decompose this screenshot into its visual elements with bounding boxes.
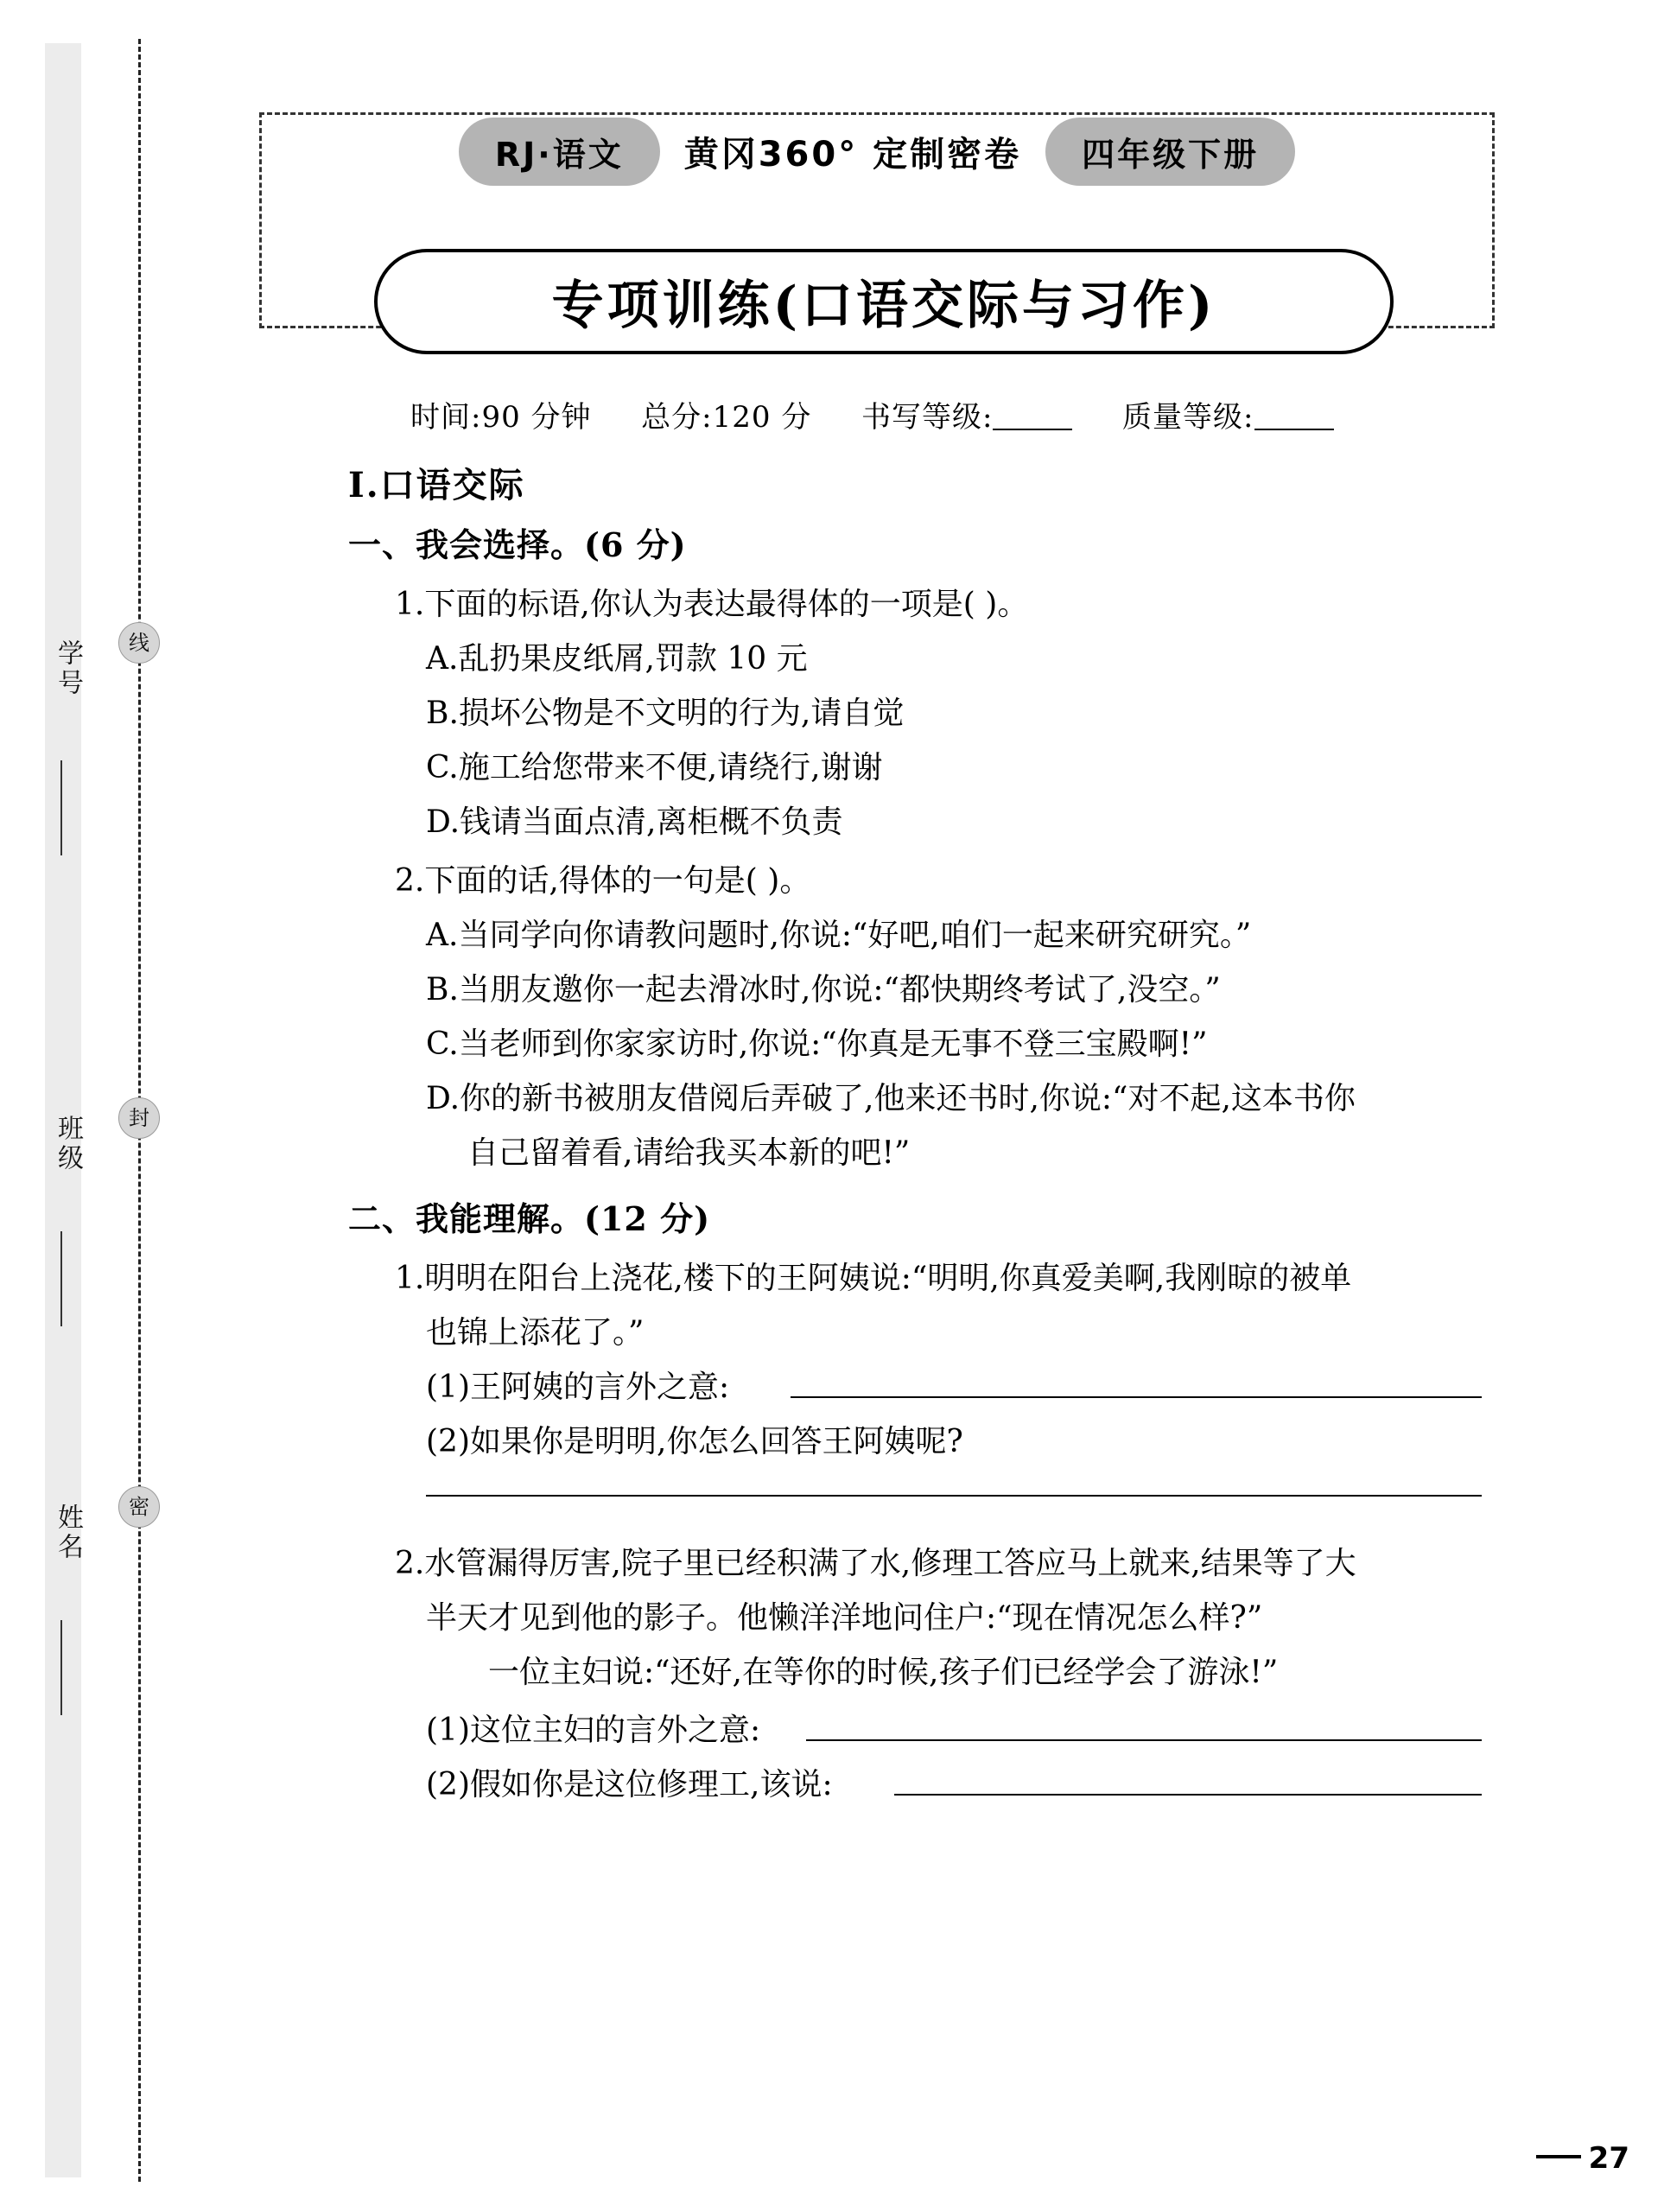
- page-title: [374, 249, 1394, 354]
- total-label: 总分:120 分: [641, 400, 812, 435]
- question-2-2-stem-line3: 一位主妇说:“还好,在等你的时候,孩子们已经学会了游泳!”: [488, 1655, 1279, 1690]
- binding-strip: [0, 0, 151, 2212]
- header-row: [259, 117, 1495, 186]
- field-rule-name: [60, 1620, 62, 1715]
- question-1-1-option-c: C.施工给您带来不便,请绕行,谢谢: [426, 750, 883, 785]
- question-2-2-sub2-label: (2)假如你是这位修理工,该说:: [426, 1767, 833, 1802]
- question-1-2-option-a: A.当同学向你请教问题时,你说:“好吧,咱们一起来研究研究。”: [426, 918, 1252, 953]
- answer-line-2-2-2[interactable]: [894, 1794, 1482, 1796]
- grade-pill: 四年级下册: [1045, 118, 1295, 186]
- question-1-2-stem: 2.下面的话,得体的一句是( )。: [395, 863, 811, 899]
- seal-mark-xian: 线: [118, 622, 160, 664]
- answer-line-2-1-2[interactable]: [426, 1495, 1482, 1497]
- question-1-1-option-d: D.钱请当面点清,离柜概不负责: [426, 804, 843, 840]
- page-title-text: 专项训练(口语交际与习作): [551, 276, 1216, 336]
- question-1-2-option-d-cont: 自己留着看,请给我买本新的吧!”: [467, 1135, 911, 1171]
- question-2-2-stem-line1: 2.水管漏得厉害,院子里已经积满了水,修理工答应马上就来,结果等了大: [395, 1546, 1356, 1581]
- question-2-1-stem-line1: 1.明明在阳台上浇花,楼下的王阿姨说:“明明,你真爱美啊,我刚晾的被单: [395, 1261, 1352, 1296]
- question-1-1-stem: 1.下面的标语,你认为表达最得体的一项是( )。: [395, 587, 1029, 622]
- time-label: 时间:90 分钟: [410, 400, 592, 435]
- question-2-1-sub1-label: (1)王阿姨的言外之意:: [426, 1370, 730, 1405]
- page-number: 27: [1588, 2141, 1629, 2176]
- page-number-rule: [1536, 2155, 1581, 2158]
- seal-mark-mi: 密: [118, 1486, 160, 1528]
- question-heading-1: 一、我会选择。(6 分): [348, 525, 687, 564]
- binding-band: [45, 43, 81, 2177]
- field-label-name: 姓名: [53, 1503, 83, 1562]
- question-1-2-option-d: D.你的新书被朋友借阅后弄破了,他来还书时,你说:“对不起,这本书你: [426, 1081, 1356, 1116]
- quality-grade-label: 质量等级:: [1122, 400, 1254, 435]
- writing-grade-label: 书写等级:: [861, 400, 994, 435]
- question-heading-2: 二、我能理解。(12 分): [348, 1199, 711, 1238]
- subject-pill: RJ·语文: [459, 118, 660, 186]
- question-1-1-option-a: A.乱扔果皮纸屑,罚款 10 元: [426, 641, 808, 677]
- answer-line-2-2-1[interactable]: [806, 1739, 1482, 1741]
- question-2-2-sub1-label: (1)这位主妇的言外之意:: [426, 1713, 761, 1748]
- question-2-2-stem-line2: 半天才见到他的影子。他懒洋洋地问住户:“现在情况怎么样?”: [426, 1600, 1263, 1636]
- question-1-1-option-b: B.损坏公物是不文明的行为,请自觉: [426, 696, 905, 731]
- seal-mark-feng: 封: [118, 1097, 160, 1139]
- exam-info-line: [410, 393, 1447, 435]
- field-label-class: 班级: [53, 1115, 83, 1173]
- field-label-student-id: 学号: [53, 639, 83, 698]
- question-2-1-stem-line2: 也锦上添花了。”: [426, 1315, 645, 1351]
- section-heading-oral: Ⅰ.口语交际: [348, 465, 525, 505]
- answer-line-2-1-1[interactable]: [791, 1396, 1482, 1398]
- field-rule-student-id: [60, 760, 62, 855]
- quality-grade-blank[interactable]: [1254, 401, 1334, 430]
- question-2-1-sub2-label: (2)如果你是明明,你怎么回答王阿姨呢?: [426, 1424, 963, 1459]
- field-rule-class: [60, 1231, 62, 1326]
- exam-page: [151, 0, 1664, 2212]
- question-1-2-option-c: C.当老师到你家家访时,你说:“你真是无事不登三宝殿啊!”: [426, 1027, 1208, 1062]
- brand-title: 黄冈360° 定制密卷: [683, 134, 1022, 175]
- question-1-2-option-b: B.当朋友邀你一起去滑冰时,你说:“都快期终考试了,没空。”: [426, 972, 1221, 1007]
- writing-grade-blank[interactable]: [993, 401, 1072, 430]
